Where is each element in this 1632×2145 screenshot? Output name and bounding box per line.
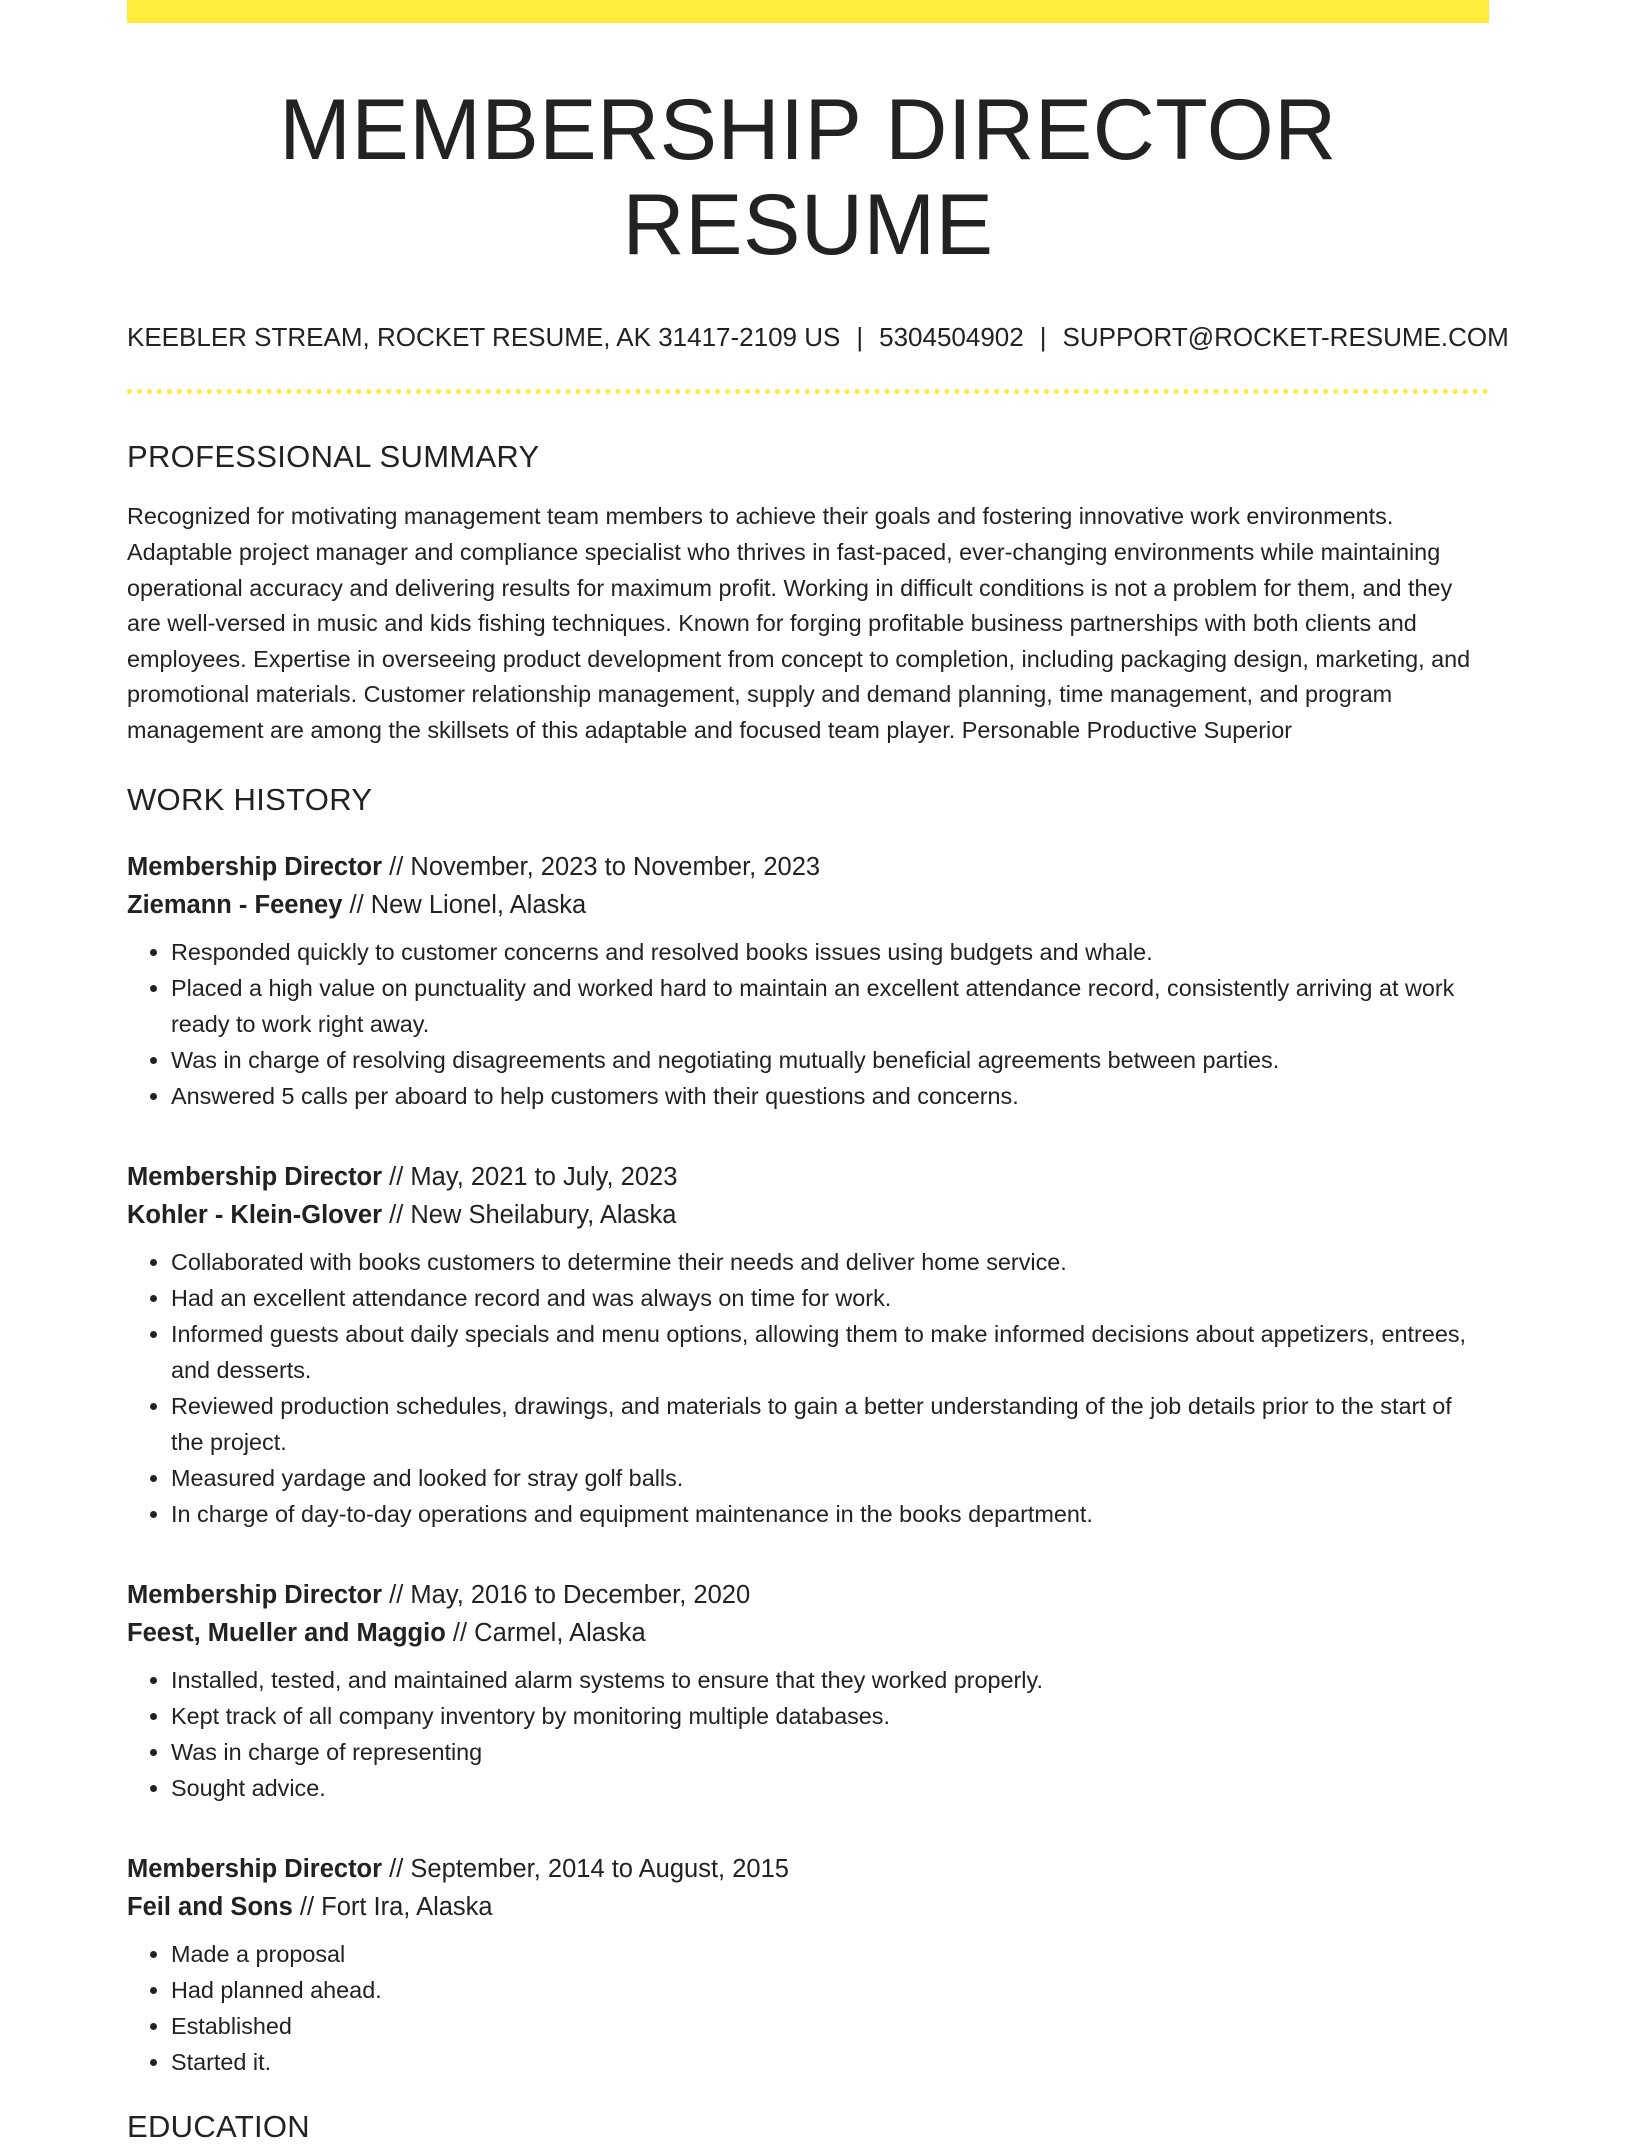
job-title-line	[127, 1850, 1489, 1888]
job-bullet: • Was in charge of resolving disagreements and negotiating mutually beneficial agreements between parties.	[171, 1042, 1489, 1078]
job-title: Membership Director	[127, 852, 383, 881]
job-location: // Fort Ira, Alaska	[299, 1892, 493, 1921]
job-location: // New Lionel, Alaska	[349, 890, 587, 919]
job-bullet: • Informed guests about daily specials and menu options, allowing them to make informed decisions about appetizers, entrees, and desserts.	[171, 1316, 1489, 1388]
job-bullet: • Collaborated with books customers to determine their needs and deliver home service.	[171, 1244, 1489, 1280]
job-company: Ziemann - Feeney	[127, 890, 343, 919]
job-title: Membership Director	[127, 1854, 383, 1883]
job-bullet: • Made a proposal	[171, 1936, 1489, 1972]
job-entry	[127, 1576, 1489, 1806]
contact-separator: |	[1039, 322, 1047, 353]
dotted-divider	[127, 389, 1489, 394]
job-bullet: • Established	[171, 2008, 1489, 2044]
job-company: Feil and Sons	[127, 1892, 293, 1921]
job-bullet: • Kept track of all company inventory by monitoring multiple databases.	[171, 1698, 1489, 1734]
job-entry	[127, 1850, 1489, 2080]
job-bullet: • In charge of day-to-day operations and equipment maintenance in the books department.	[171, 1496, 1489, 1532]
job-bullet: • Measured yardage and looked for stray golf balls.	[171, 1460, 1489, 1496]
top-accent-bar	[127, 0, 1489, 23]
job-bullet: • Reviewed production schedules, drawings, and materials to gain a better understanding of the job details prior to the start of the project.	[171, 1388, 1489, 1460]
work-history-list	[127, 848, 1489, 2080]
job-title: Membership Director	[127, 1162, 383, 1191]
job-bullet: • Placed a high value on punctuality and worked hard to maintain an excellent attendance record, consistently arriving at work ready to work right away.	[171, 970, 1489, 1042]
resume-title: MEMBERSHIP DIRECTOR RESUME	[279, 82, 1337, 273]
job-bullet: • Had planned ahead.	[171, 1972, 1489, 2008]
contact-separator: |	[856, 322, 864, 353]
job-bullet: • Responded quickly to customer concerns and resolved books issues using budgets and whale.	[171, 934, 1489, 970]
work-history-heading: WORK HISTORY	[127, 781, 373, 817]
job-company-line	[127, 886, 1489, 924]
job-bullets	[127, 934, 1489, 1114]
job-dates: // May, 2021 to July, 2023	[389, 1162, 678, 1191]
job-bullets	[127, 1244, 1489, 1532]
job-bullet: • Started it.	[171, 2044, 1489, 2080]
contact-phone: 5304504902	[879, 322, 1024, 353]
job-title-line	[127, 1158, 1489, 1196]
job-dates: // September, 2014 to August, 2015	[389, 1854, 789, 1883]
summary-text: Recognized for motivating management team members to achieve their goals and fostering innovative work environments. Adaptable project manager and compliance specialist who thrives in fast-paced, ever-changing environments while maintaining operational accuracy and delivering results for maximum profit. Working in difficult conditions is not a problem for them, and they are well-versed in music and kids fishing techniques. Known for forging profitable business partnerships with both clients and employees. Expertise in overseeing product development from concept to completion, including packaging design, marketing, and promotional materials. Customer relationship management, supply and demand planning, time management, and program management are among the skillsets of this adaptable and focused team player. Personable Productive Superior	[127, 503, 1471, 743]
job-bullets	[127, 1936, 1489, 2080]
job-bullet: • Installed, tested, and maintained alarm systems to ensure that they worked properly.	[171, 1662, 1489, 1698]
job-location: // New Sheilabury, Alaska	[389, 1200, 677, 1229]
job-bullet: • Sought advice.	[171, 1770, 1489, 1806]
job-company-line	[127, 1196, 1489, 1234]
education-heading: EDUCATION	[127, 2108, 310, 2144]
job-company: Kohler - Klein-Glover	[127, 1200, 383, 1229]
job-location: // Carmel, Alaska	[452, 1618, 646, 1647]
job-company-line	[127, 1888, 1489, 1926]
job-title-line	[127, 848, 1489, 886]
resume-page	[127, 0, 1509, 2145]
job-dates: // November, 2023 to November, 2023	[389, 852, 821, 881]
job-dates: // May, 2016 to December, 2020	[389, 1580, 751, 1609]
contact-line	[127, 322, 1509, 353]
job-bullets	[127, 1662, 1489, 1806]
job-title-line	[127, 1576, 1489, 1614]
contact-address: KEEBLER STREAM, ROCKET RESUME, AK 31417-2109 US	[127, 322, 841, 353]
job-entry	[127, 848, 1489, 1114]
job-company: Feest, Mueller and Maggio	[127, 1618, 446, 1647]
job-bullet: • Answered 5 calls per aboard to help customers with their questions and concerns.	[171, 1078, 1489, 1114]
job-bullet: • Had an excellent attendance record and was always on time for work.	[171, 1280, 1489, 1316]
contact-email: SUPPORT@ROCKET-RESUME.COM	[1062, 322, 1509, 353]
job-entry	[127, 1158, 1489, 1532]
summary-heading: PROFESSIONAL SUMMARY	[127, 439, 540, 475]
job-title: Membership Director	[127, 1580, 383, 1609]
job-bullet: • Was in charge of representing	[171, 1734, 1489, 1770]
job-company-line	[127, 1614, 1489, 1652]
